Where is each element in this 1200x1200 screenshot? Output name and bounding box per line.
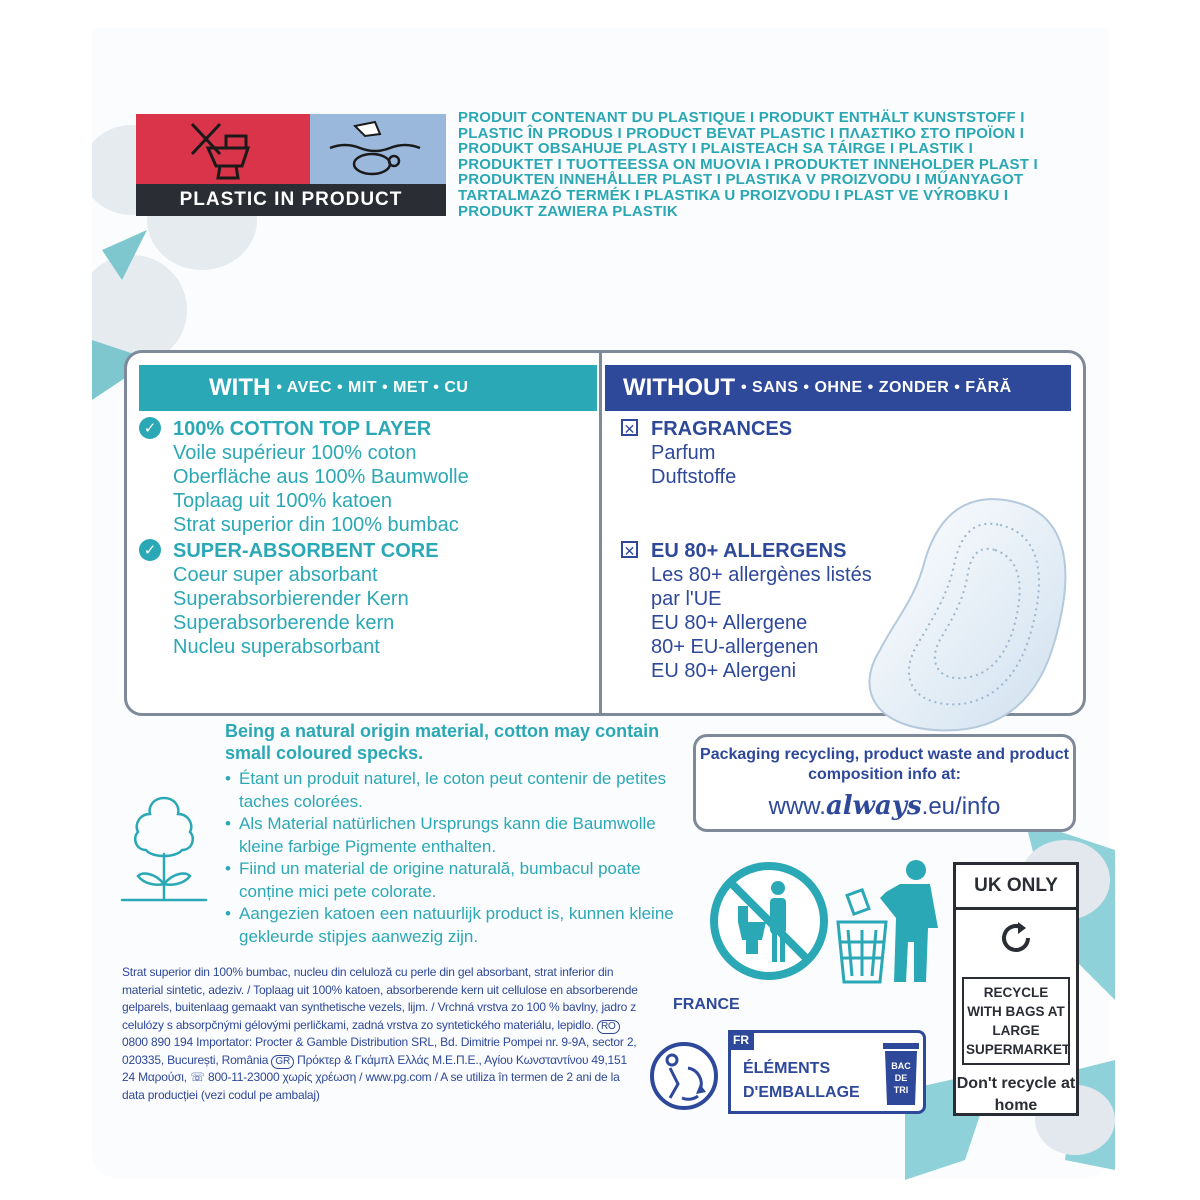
- without-group-line: Les 80+ allergènes listés: [651, 564, 872, 586]
- sorting-bin-icon: [881, 1039, 921, 1109]
- composition-text: Strat superior din 100% bumbac, nucleu din celuloză cu perle din gel absorbant, strat inferior din material sintetic, adeziv. / Toplaag uit 100% katoen, absorberende kern uit cellulose en absorberende gelparels, buitenlaag gemaakt van synthetische vezels, lijm. / Vrchná vrstva zo 100 % bavlny, jadro z celulózy s absorpčnými gélovými perličkami, zadná vrstva zo syntetického materiálu, lepidlo.: [122, 965, 638, 1032]
- without-group-line: EU 80+ Allergene: [651, 612, 808, 634]
- uk-recycle-instruction: RECYCLE WITH BAGS AT LARGE SUPERMARKET: [962, 977, 1070, 1065]
- greek-importer-text: Πρόκτερ & Γκάμπλ Ελλάς Μ.Ε.Π.Ε., Αγίου Κωνσταντίνου 49,151 24 Μαρούσι,: [122, 1052, 627, 1084]
- france-label: FRANCE: [673, 996, 740, 1013]
- check-icon: ✓: [139, 539, 161, 561]
- without-group-line: Duftstoffe: [651, 466, 737, 488]
- legal-text: [122, 964, 642, 1104]
- without-heading: WITHOUT: [623, 374, 735, 401]
- without-subheading: • SANS • OHNE • ZONDER • FĂRĂ: [740, 379, 1012, 396]
- with-subheading: • AVEC • MIT • MET • CU: [276, 379, 469, 396]
- table-divider: [599, 353, 602, 713]
- without-header: [605, 365, 1071, 411]
- cotton-specks-note: [225, 720, 695, 948]
- with-group-core: [139, 539, 439, 659]
- packaging-elements-label: ÉLÉMENTS D'EMBALLAGE: [743, 1060, 860, 1101]
- with-heading: WITH: [209, 374, 271, 401]
- recycling-info-box: [693, 734, 1076, 832]
- phone-icon: ☏: [190, 1070, 205, 1084]
- without-group-title: EU 80+ ALLERGENS: [651, 540, 847, 562]
- with-group-line: Superabsorberende kern: [173, 612, 395, 634]
- with-group-cotton: [139, 417, 469, 537]
- plastic-in-product-label: PLASTIC IN PRODUCT: [136, 184, 446, 216]
- bin-label-line-1: BAC: [891, 1061, 911, 1071]
- url-prefix: www.: [768, 793, 826, 820]
- france-sorting-box: [728, 1030, 926, 1114]
- turtle-icon: [310, 114, 446, 184]
- list-item: • Fiind un material de origine naturală, bumbacul poate conține mici pete colorate.: [225, 858, 695, 903]
- without-group-line: Parfum: [651, 442, 716, 464]
- without-group-title: FRAGRANCES: [651, 418, 793, 440]
- uk-only-heading: UK ONLY: [956, 865, 1076, 910]
- cross-box-icon: ✕: [621, 541, 638, 558]
- with-group-line: Superabsorbierender Kern: [173, 588, 409, 610]
- list-item: • Étant un produit naturel, le coton peut contenir de petites taches colorées.: [225, 768, 695, 813]
- list-item: • Aangezien katoen een natuurlijk product is, kunnen kleine gekleurde stipjes aanwezig zijn.: [225, 903, 695, 948]
- with-group-line: Coeur super absorbant: [173, 564, 378, 586]
- recycling-info-text: Packaging recycling, product waste and product composition info at:: [700, 746, 1069, 783]
- importer-text: 0800 890 194 Importator: Procter & Gamble Distribution SRL, Bd. Dimitrie Pompei nr. 9-9A, sector 2, 020335, București, România: [122, 1035, 637, 1067]
- without-group-fragrances: [621, 417, 792, 489]
- no-flush-panel: [136, 114, 310, 184]
- do-not-flush-icon: [708, 860, 830, 982]
- with-group-line: Voile supérieur 100% coton: [173, 442, 417, 464]
- cotton-note-list: [225, 768, 695, 948]
- recycling-info-url[interactable]: [696, 791, 1073, 821]
- without-group-line: EU 80+ Alergeni: [651, 660, 797, 682]
- bin-label-line-2: DE: [894, 1073, 908, 1083]
- with-group-line: Nucleu superabsorbant: [173, 636, 380, 658]
- uk-dont-recycle: Don't recycle at home: [956, 1075, 1076, 1114]
- plastic-multilingual-text: PRODUIT CONTENANT DU PLASTIQUE I PRODUKT ENTHÄLT KUNSTSTOFF I PLASTIC ÎN PRODUS I PRODUCT BEVAT PLASTIC I ΠΛΑΣΤΙΚΟ ΣΤΟ ΠΡΟΪΟΝ I PRODUKT OBSAHUJE PLASTY I PLAISTEACH SA TÁIRGE I PLASTIK I PRODUKTET I TUOTTEESSA ON MUOVIA I PRODUKTET INNEHOLDER PLAST I PRODUKTEN INNEHÅLLER PLAST I PLASTIKA V PROIZVODU I MŰANYAGOT TARTALMAZÓ TERMÉK I PLASTIKA U PROIZVODU I PLAST VE VÝROBKU I PRODUKT ZAWIERA PLASTIK: [458, 109, 1038, 220]
- with-group-line: Toplaag uit 100% katoen: [173, 490, 393, 512]
- with-group-title: 100% COTTON TOP LAYER: [173, 418, 432, 440]
- triman-icon: [648, 1040, 720, 1112]
- sanitary-pad-image: [855, 490, 1085, 740]
- with-group-title: SUPER-ABSORBENT CORE: [173, 540, 439, 562]
- plastic-in-product-badge: [136, 114, 446, 216]
- dispose-in-bin-icon: [834, 858, 946, 986]
- gr-badge: GR: [271, 1055, 294, 1069]
- cotton-plant-icon: [118, 788, 210, 908]
- phone-and-usage-text: 800-11-23000 χωρίς χρέωση / www.pg.com / A se utiliza în termen de 2 ani de la data producției (vezi codul pe ambalaj): [122, 1070, 620, 1102]
- uk-recycling-box: [953, 862, 1079, 1116]
- turtle-panel: [310, 114, 446, 184]
- fr-tag: FR: [728, 1030, 754, 1050]
- without-group-allergens: [621, 539, 872, 683]
- with-group-line: Strat superior din 100% bumbac: [173, 514, 459, 536]
- url-brand: always: [825, 791, 922, 821]
- check-icon: ✓: [139, 417, 161, 439]
- without-group-line: par l'UE: [651, 588, 722, 610]
- cross-box-icon: ✕: [621, 419, 638, 436]
- bin-label-line-3: TRI: [893, 1085, 909, 1095]
- ro-badge: RO: [597, 1020, 620, 1034]
- with-group-line: Oberfläche aus 100% Baumwolle: [173, 466, 469, 488]
- no-flush-toilet-icon: [136, 114, 310, 184]
- with-header: [139, 365, 597, 411]
- list-item: • Als Material natürlichen Ursprungs kann die Baumwolle kleine farbige Pigmente enthalten.: [225, 813, 695, 858]
- recycle-loop-icon: [996, 918, 1036, 958]
- cotton-note-lead: Being a natural origin material, cotton may contain small coloured specks.: [225, 721, 660, 763]
- without-group-line: 80+ EU-allergenen: [651, 636, 819, 658]
- url-suffix: .eu/info: [921, 793, 1001, 820]
